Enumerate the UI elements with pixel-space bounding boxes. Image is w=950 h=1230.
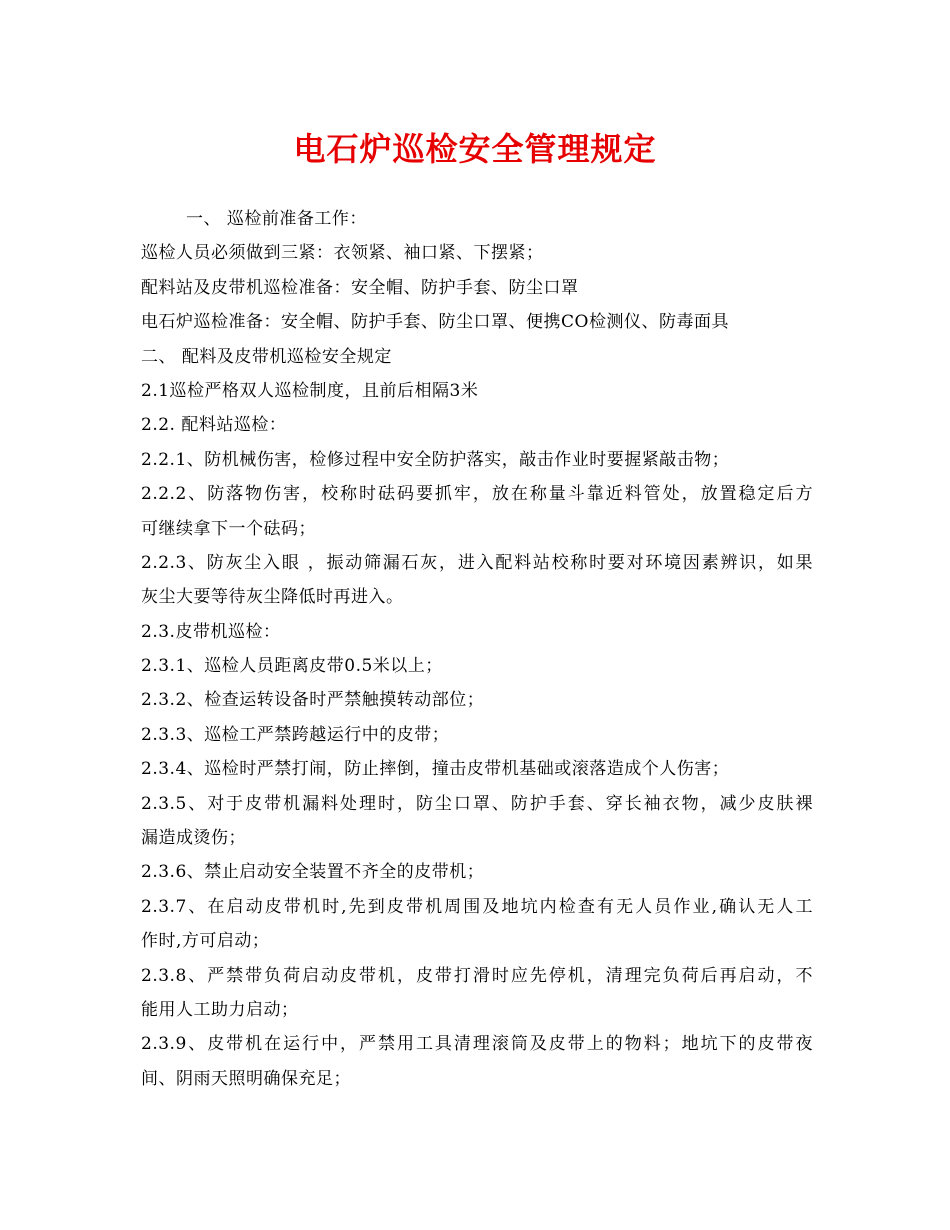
paragraph-line: 2.3.3、巡检工严禁跨越运行中的皮带； (141, 724, 450, 745)
paragraph-line: 间、阴雨天照明确保充足； (141, 1068, 351, 1089)
paragraph-line: 2.2.2、防落物伤害，校称时砝码要抓牢，放在称量斗靠近料管处，放置稳定后方 (141, 484, 813, 505)
paragraph-line: 能用人工助力启动； (141, 999, 299, 1020)
paragraph-line: 2.3.4、巡检时严禁打闹，防止摔倒，撞击皮带机基础或滚落造成个人伤害； (141, 759, 730, 780)
section-heading-2: 二、 配料及皮带机巡检安全规定 (141, 346, 392, 367)
paragraph-line: 2.3.6、禁止启动安全装置不齐全的皮带机； (141, 862, 485, 883)
paragraph-line: 2.3.9、皮带机在运行中，严禁用工具清理滚筒及皮带上的物料；地坑下的皮带夜 (141, 1034, 813, 1055)
paragraph-line: 2.1巡检严格双人巡检制度，且前后相隔3米 (141, 380, 479, 401)
paragraph-line: 2.3.5、对于皮带机漏料处理时，防尘口罩、防护手套、穿长袖衣物，减少皮肤裸 (141, 793, 813, 814)
paragraph-line: 灰尘大要等待灰尘降低时再进入。 (141, 587, 404, 608)
paragraph-line: 巡检人员必须做到三紧：衣领紧、袖口紧、下摆紧； (141, 243, 544, 264)
paragraph-line: 2.2.3、防灰尘入眼 ，振动筛漏石灰，进入配料站校称时要对环境因素辨识，如果 (141, 552, 813, 573)
subsection-heading: 2.3.皮带机巡检： (141, 621, 281, 642)
paragraph-line: 配料站及皮带机巡检准备：安全帽、防护手套、防尘口罩 (141, 277, 579, 298)
paragraph-line: 电石炉巡检准备：安全帽、防护手套、防尘口罩、便携CO检测仪、防毒面具 (141, 312, 729, 333)
paragraph-line: 2.3.2、检查运转设备时严禁触摸转动部位； (141, 690, 485, 711)
paragraph-line: 2.2.1、防机械伤害，检修过程中安全防护落实，敲击作业时要握紧敲击物； (141, 449, 730, 470)
paragraph-line: 可继续拿下一个砝码； (141, 518, 316, 539)
paragraph-line: 作时,方可启动； (141, 931, 270, 952)
paragraph-line: 2.3.1、巡检人员距离皮带0.5米以上； (141, 656, 443, 677)
paragraph-line: 2.3.7、在启动皮带机时,先到皮带机周围及地坑内检查有无人员作业,确认无人工 (141, 896, 813, 917)
paragraph-line: 2.3.8、严禁带负荷启动皮带机，皮带打滑时应先停机，清理完负荷后再启动，不 (141, 965, 813, 986)
document-title: 电石炉巡检安全管理规定 (293, 130, 657, 168)
subsection-heading: 2.2. 配料站巡检： (141, 415, 287, 436)
document-body (141, 202, 813, 1096)
section-heading-1: 一、 巡检前准备工作： (186, 209, 367, 229)
paragraph-line: 漏造成烫伤； (141, 828, 246, 849)
